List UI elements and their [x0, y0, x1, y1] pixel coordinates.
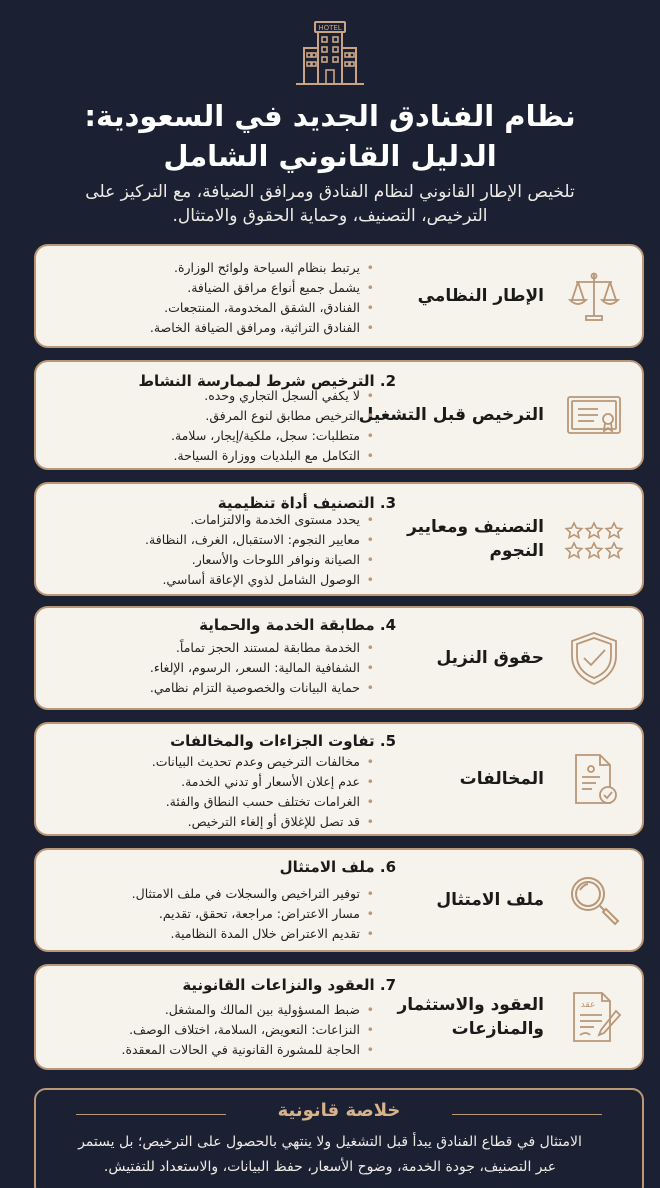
list-item: • يشمل جميع أنواع مرافق الضيافة. — [44, 278, 374, 298]
document-check-icon — [560, 747, 628, 811]
subtitle-line-1: تلخيص الإطار القانوني لنظام الفنادق ومرافق الضيافة، مع التركيز على — [85, 182, 575, 202]
list-item: • الحاجة للمشورة القانونية في الحالات المعقدة. — [44, 1040, 374, 1060]
card-title: التصنيف ومعايير النجوم — [407, 517, 544, 561]
stars-icon — [560, 507, 628, 571]
card-subheading: 3. التصنيف أداة تنظيمية — [217, 494, 396, 512]
list-item: • الخدمة مطابقة لمستند الحجز تماماً. — [44, 638, 374, 658]
bullet-list — [44, 386, 374, 466]
card-violations — [34, 722, 644, 836]
card-title: العقود والاستثمار والمنازعات — [397, 995, 544, 1039]
card-legal-framework — [34, 244, 644, 348]
list-item: • الفنادق، الشقق المخدومة، المنتجعات. — [44, 298, 374, 318]
page-subtitle — [40, 180, 620, 228]
card-subheading: 6. ملف الامتثال — [279, 858, 396, 876]
list-item: • قد تصل للإغلاق أو إلغاء الترخيص. — [44, 812, 374, 832]
magnifier-icon — [560, 868, 628, 932]
list-item: • الفنادق التراثية، ومرافق الضيافة الخاصة. — [44, 318, 374, 338]
card-subheading: 4. مطابقة الخدمة والحماية — [199, 616, 396, 634]
hotel-building-icon — [0, 18, 660, 88]
shield-check-icon — [560, 626, 628, 690]
card-title: ملف الامتثال — [436, 890, 544, 910]
list-item: • لا يكفي السجل التجاري وحده. — [44, 386, 374, 406]
card-title: الإطار النظامي — [417, 286, 544, 306]
card-contracts — [34, 964, 644, 1070]
bullet-list — [44, 1000, 374, 1060]
title-line-1: نظام الفنادق الجديد في السعودية: — [84, 99, 576, 133]
list-item: • ضبط المسؤولية بين المالك والمشغل. — [44, 1000, 374, 1020]
list-item: • حماية البيانات والخصوصية التزام نظامي. — [44, 678, 374, 698]
list-item: • متطلبات: سجل، ملكية/إيجار، سلامة. — [44, 426, 374, 446]
bullet-list — [44, 752, 374, 832]
certificate-icon — [560, 383, 628, 447]
contract-pen-icon — [560, 985, 628, 1049]
list-item: • الشفافية المالية: السعر، الرسوم، الإلغاء. — [44, 658, 374, 678]
list-item: • الوصول الشامل لذوي الإعاقة أساسي. — [44, 570, 374, 590]
hotel-sign: HOTEL — [318, 24, 342, 32]
card-subheading: 5. تفاوت الجزاءات والمخالفات — [170, 732, 396, 750]
bullet-list — [44, 884, 374, 944]
list-item: • مخالفات الترخيص وعدم تحديث البيانات. — [44, 752, 374, 772]
card-classification — [34, 482, 644, 596]
bullet-list — [44, 510, 374, 590]
list-item: • معايير النجوم: الاستقبال، الغرف، النظافة. — [44, 530, 374, 550]
summary-line-1: الامتثال في قطاع الفنادق يبدأ قبل التشغيل ولا ينتهي بالحصول على الترخيص؛ بل يستمر — [78, 1134, 582, 1150]
card-title: حقوق النزيل — [436, 648, 544, 668]
card-title: الترخيص قبل التشغيل — [358, 405, 544, 425]
contract-label: عقد — [580, 1000, 596, 1010]
list-item: • تقديم الاعتراض خلال المدة النظامية. — [44, 924, 374, 944]
summary-line-2: عبر التصنيف، جودة الخدمة، وضوح الأسعار، حفظ البيانات، والاستعداد للتفتيش. — [103, 1159, 557, 1175]
list-item: • توفير التراخيص والسجلات في ملف الامتثال. — [44, 884, 374, 904]
list-item: • الصيانة ونوافر اللوحات والأسعار. — [44, 550, 374, 570]
bullet-list — [44, 638, 374, 698]
scales-icon — [560, 264, 628, 328]
list-item: • مسار الاعتراض: مراجعة، تحقق، تقديم. — [44, 904, 374, 924]
list-item: • التكامل مع البلديات ووزارة السياحة. — [44, 446, 374, 466]
card-subheading: 2. الترخيص شرط لممارسة النشاط — [138, 372, 396, 390]
list-item: • يحدد مستوى الخدمة والالتزامات. — [44, 510, 374, 530]
list-item: • الترخيص مطابق لنوع المرفق. — [44, 406, 374, 426]
list-item: • الغرامات تختلف حسب النطاق والفئة. — [44, 792, 374, 812]
summary-text — [0, 1130, 660, 1180]
summary-title: خلاصة قانونية — [277, 1100, 401, 1121]
list-item: • يرتبط بنظام السياحة ولوائح الوزارة. — [44, 258, 374, 278]
subtitle-line-2: الترخيص، التصنيف، وحماية الحقوق والامتثال. — [172, 206, 488, 226]
card-licensing — [34, 360, 644, 470]
card-guest-rights — [34, 606, 644, 710]
card-compliance-file — [34, 848, 644, 952]
page-title — [0, 96, 660, 176]
bullet-list — [44, 258, 374, 338]
card-title: المخالفات — [459, 769, 544, 789]
list-item: • عدم إعلان الأسعار أو تدني الخدمة. — [44, 772, 374, 792]
title-line-2: الدليل القانوني الشامل — [163, 139, 497, 173]
list-item: • النزاعات: التعويض، السلامة، اختلاف الوصف. — [44, 1020, 374, 1040]
card-subheading: 7. العقود والنزاعات القانونية — [182, 976, 396, 994]
